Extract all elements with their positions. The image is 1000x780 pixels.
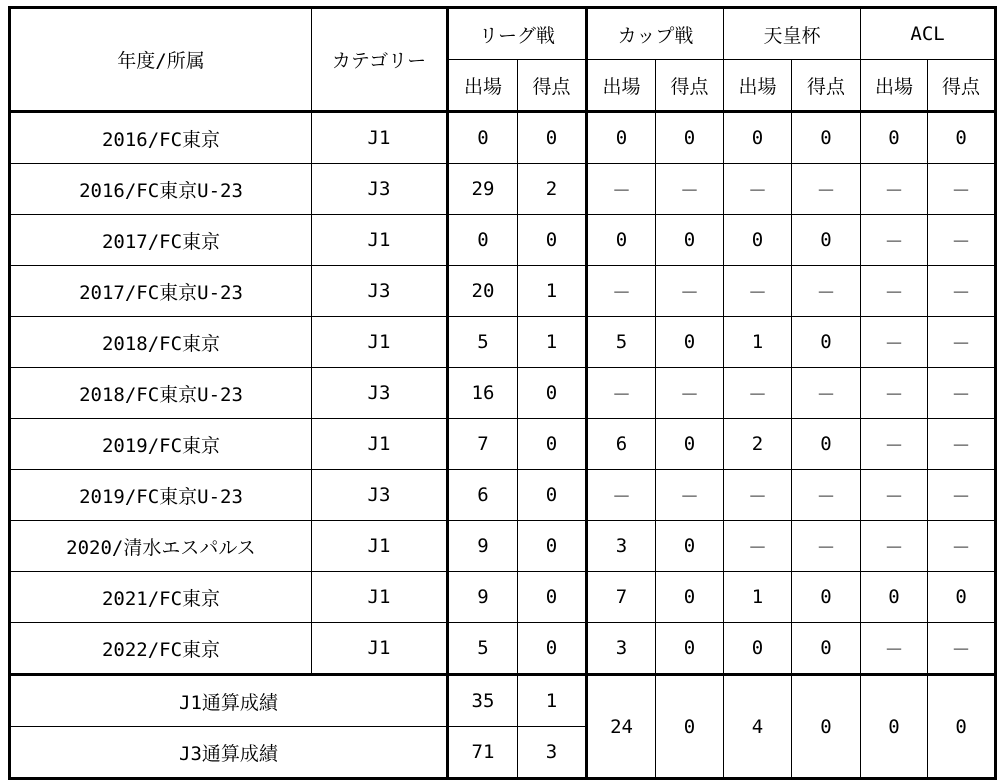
season-club-cell: 2016/FC東京U-23 — [10, 164, 312, 215]
league-apps-cell: 0 — [448, 112, 518, 164]
category-header: カテゴリー — [312, 8, 448, 112]
category-cell: J1 — [312, 215, 448, 266]
cup-apps-cell: 6 — [587, 419, 656, 470]
league-goals-cell: 0 — [518, 368, 587, 419]
acl-goals-cell: － — [928, 419, 996, 470]
acl-goals-cell: － — [928, 623, 996, 675]
league-goals-cell: 1 — [518, 317, 587, 368]
table-row — [10, 470, 996, 521]
league-apps-cell: 29 — [448, 164, 518, 215]
season-club-cell: 2019/FC東京 — [10, 419, 312, 470]
league-apps-cell: 16 — [448, 368, 518, 419]
acl-apps-cell: － — [861, 521, 928, 572]
league-header: リーグ戦 — [448, 8, 587, 60]
league-goals-cell: 0 — [518, 470, 587, 521]
cup-goals-cell: － — [656, 266, 724, 317]
cup-goals-header: 得点 — [656, 60, 724, 112]
cup-apps-header: 出場 — [587, 60, 656, 112]
league-apps-cell: 5 — [448, 317, 518, 368]
cup-apps-cell: 3 — [587, 521, 656, 572]
emperors-cup-apps-cell: － — [724, 470, 792, 521]
emperors-cup-goals-cell: － — [792, 521, 861, 572]
table-row — [10, 572, 996, 623]
emperors-cup-goals-cell: － — [792, 470, 861, 521]
j3-total-label: J3通算成績 — [10, 727, 448, 779]
league-goals-cell: 0 — [518, 419, 587, 470]
cup-goals-cell: 0 — [656, 215, 724, 266]
acl-apps-cell: － — [861, 164, 928, 215]
j1-total-league-apps: 35 — [448, 675, 518, 727]
table-row — [10, 419, 996, 470]
acl-apps-cell: － — [861, 623, 928, 675]
acl-goals-cell: － — [928, 266, 996, 317]
league-goals-cell: 0 — [518, 521, 587, 572]
acl-apps-cell: 0 — [861, 572, 928, 623]
season-club-cell: 2018/FC東京U-23 — [10, 368, 312, 419]
league-apps-cell: 6 — [448, 470, 518, 521]
cup-apps-cell: － — [587, 470, 656, 521]
league-apps-header: 出場 — [448, 60, 518, 112]
total-acl-goals: 0 — [928, 675, 996, 779]
cup-apps-cell: 0 — [587, 112, 656, 164]
table-row — [10, 317, 996, 368]
cup-header: カップ戦 — [587, 8, 724, 60]
emperors-cup-goals-cell: － — [792, 164, 861, 215]
cup-apps-cell: － — [587, 164, 656, 215]
emperors-cup-apps-cell: － — [724, 368, 792, 419]
emperors-cup-goals-cell: 0 — [792, 112, 861, 164]
league-apps-cell: 9 — [448, 572, 518, 623]
total-acl-apps: 0 — [861, 675, 928, 779]
season-club-cell: 2019/FC東京U-23 — [10, 470, 312, 521]
cup-apps-cell: － — [587, 368, 656, 419]
category-cell: J1 — [312, 521, 448, 572]
season-club-header: 年度/所属 — [10, 8, 312, 112]
emperors-cup-apps-cell: 1 — [724, 572, 792, 623]
emperors-cup-goals-header: 得点 — [792, 60, 861, 112]
category-cell: J1 — [312, 419, 448, 470]
total-emperors-cup-apps: 4 — [724, 675, 792, 779]
acl-apps-cell: － — [861, 368, 928, 419]
league-apps-cell: 5 — [448, 623, 518, 675]
category-cell: J1 — [312, 317, 448, 368]
j3-total-league-goals: 3 — [518, 727, 587, 779]
category-cell: J1 — [312, 572, 448, 623]
league-goals-cell: 1 — [518, 266, 587, 317]
acl-apps-cell: － — [861, 215, 928, 266]
season-club-cell: 2016/FC東京 — [10, 112, 312, 164]
league-apps-cell: 20 — [448, 266, 518, 317]
cup-goals-cell: 0 — [656, 521, 724, 572]
acl-apps-cell: － — [861, 470, 928, 521]
cup-goals-cell: － — [656, 470, 724, 521]
totals-section — [10, 675, 996, 779]
acl-goals-cell: 0 — [928, 112, 996, 164]
acl-goals-cell: － — [928, 521, 996, 572]
cup-goals-cell: 0 — [656, 419, 724, 470]
acl-goals-header: 得点 — [928, 60, 996, 112]
category-cell: J3 — [312, 266, 448, 317]
emperors-cup-apps-cell: 2 — [724, 419, 792, 470]
career-stats-table — [8, 6, 997, 780]
total-cup-goals: 0 — [656, 675, 724, 779]
league-goals-cell: 0 — [518, 623, 587, 675]
league-goals-header: 得点 — [518, 60, 587, 112]
table-row — [10, 215, 996, 266]
table-row — [10, 164, 996, 215]
category-cell: J1 — [312, 623, 448, 675]
cup-goals-cell: 0 — [656, 572, 724, 623]
acl-goals-cell: 0 — [928, 572, 996, 623]
emperors-cup-apps-cell: － — [724, 164, 792, 215]
table-row — [10, 521, 996, 572]
category-cell: J3 — [312, 164, 448, 215]
j3-total-league-apps: 71 — [448, 727, 518, 779]
emperors-cup-apps-cell: － — [724, 521, 792, 572]
acl-goals-cell: － — [928, 368, 996, 419]
emperors-cup-goals-cell: 0 — [792, 419, 861, 470]
league-apps-cell: 9 — [448, 521, 518, 572]
table-row — [10, 623, 996, 675]
cup-goals-cell: 0 — [656, 317, 724, 368]
season-club-cell: 2018/FC東京 — [10, 317, 312, 368]
cup-apps-cell: － — [587, 266, 656, 317]
cup-apps-cell: 5 — [587, 317, 656, 368]
cup-goals-cell: － — [656, 368, 724, 419]
emperors-cup-header: 天皇杯 — [724, 8, 861, 60]
league-apps-cell: 7 — [448, 419, 518, 470]
table-body — [10, 112, 996, 675]
cup-goals-cell: － — [656, 164, 724, 215]
emperors-cup-apps-cell: 0 — [724, 623, 792, 675]
cup-apps-cell: 3 — [587, 623, 656, 675]
cup-goals-cell: 0 — [656, 112, 724, 164]
acl-goals-cell: － — [928, 317, 996, 368]
league-goals-cell: 2 — [518, 164, 587, 215]
total-emperors-cup-goals: 0 — [792, 675, 861, 779]
emperors-cup-goals-cell: 0 — [792, 623, 861, 675]
emperors-cup-goals-cell: 0 — [792, 215, 861, 266]
season-club-cell: 2021/FC東京 — [10, 572, 312, 623]
league-goals-cell: 0 — [518, 572, 587, 623]
season-club-cell: 2017/FC東京 — [10, 215, 312, 266]
emperors-cup-apps-cell: 0 — [724, 112, 792, 164]
emperors-cup-goals-cell: 0 — [792, 317, 861, 368]
emperors-cup-goals-cell: － — [792, 368, 861, 419]
acl-header: ACL — [861, 8, 996, 60]
season-club-cell: 2017/FC東京U-23 — [10, 266, 312, 317]
acl-apps-cell: － — [861, 419, 928, 470]
acl-apps-cell: － — [861, 317, 928, 368]
acl-apps-cell: 0 — [861, 112, 928, 164]
table-header — [10, 8, 996, 112]
total-cup-apps: 24 — [587, 675, 656, 779]
acl-apps-header: 出場 — [861, 60, 928, 112]
emperors-cup-apps-cell: 1 — [724, 317, 792, 368]
emperors-cup-apps-header: 出場 — [724, 60, 792, 112]
acl-apps-cell: － — [861, 266, 928, 317]
j1-total-league-goals: 1 — [518, 675, 587, 727]
category-cell: J3 — [312, 470, 448, 521]
emperors-cup-goals-cell: 0 — [792, 572, 861, 623]
acl-goals-cell: － — [928, 470, 996, 521]
table-row — [10, 266, 996, 317]
acl-goals-cell: － — [928, 215, 996, 266]
season-club-cell: 2022/FC東京 — [10, 623, 312, 675]
cup-apps-cell: 7 — [587, 572, 656, 623]
league-goals-cell: 0 — [518, 215, 587, 266]
league-goals-cell: 0 — [518, 112, 587, 164]
emperors-cup-goals-cell: － — [792, 266, 861, 317]
cup-goals-cell: 0 — [656, 623, 724, 675]
emperors-cup-apps-cell: － — [724, 266, 792, 317]
emperors-cup-apps-cell: 0 — [724, 215, 792, 266]
table-row — [10, 368, 996, 419]
category-cell: J3 — [312, 368, 448, 419]
cup-apps-cell: 0 — [587, 215, 656, 266]
table-row — [10, 112, 996, 164]
category-cell: J1 — [312, 112, 448, 164]
j1-total-label: J1通算成績 — [10, 675, 448, 727]
league-apps-cell: 0 — [448, 215, 518, 266]
season-club-cell: 2020/清水エスパルス — [10, 521, 312, 572]
acl-goals-cell: － — [928, 164, 996, 215]
